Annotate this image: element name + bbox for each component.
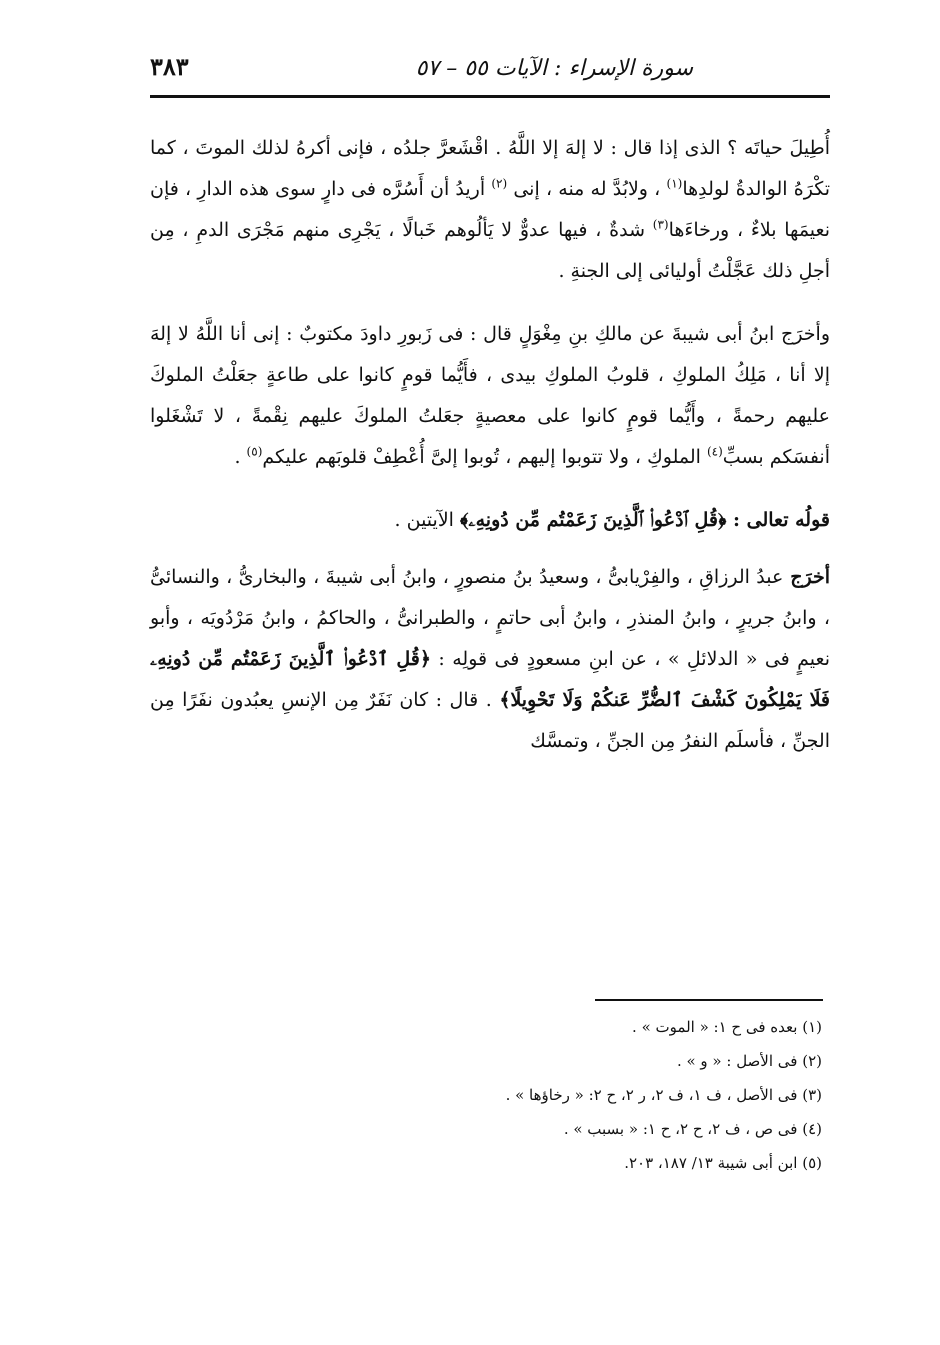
footnote: (٥) ابن أبى شيبة ١٣/ ١٨٧، ٢٠٣. [624,1154,822,1172]
paragraph [150,128,830,292]
header-divider [150,95,830,98]
main-text [150,128,830,784]
footnote: (٣) فى الأصل ، ف ١، ف ٢، ر ٢، ح ٢: « رخاؤها » . [505,1086,822,1104]
text-run: شدةٌ ، فيها عدوٌّ لا يَألُوهم خَبالًا ، يَجْرِى منهم مَجْرَى الدمِ ، مِن أجلِ ذلك عَجَّلْتُ أوليائى إلى الجنةِ . [150,219,830,282]
footnote: (٢) فى الأصل : « و » . [676,1052,822,1070]
paragraph [150,557,830,762]
running-title: سورة الإسراء : الآيات ٥٥ – ٥٧ [415,56,694,81]
footnote: (٤) فى ص ، ف ٢، ح ٢، ح ١: « بسبب » . [563,1120,822,1138]
lead-phrase: قولُه تعالى : [726,509,830,531]
quran-quote: ﴿قُلِ ٱدْعُوا۟ ٱلَّذِينَ زَعَمْتُم مِّن دُونِهِۦ﴾ [459,509,727,531]
text-run: عبدُ الرزاقِ ، والفِرْيابىُّ ، وسعيدُ بنُ منصورٍ ، وابنُ أبى شيبةَ ، والبخارىُّ ، والنسائىُّ ، وابنُ جريرٍ ، وابنُ المنذرِ ، وابنُ أبى حاتمٍ ، والطبرانىُّ ، والحاكمُ ، وابنُ مَرْدُويَه ، وأبو نعيمٍ فى « الدلائلِ » ، عن ابنِ مسعودٍ فى قولِه : [150,566,830,670]
text-run: الملوكِ ، ولا تتوبوا إليهم ، تُوبوا إلىَّ أُعْطِفْ قلوبَهم عليكم [262,446,707,468]
text-run: . [234,446,247,468]
text-run: . قال : كان نَفَرٌ مِن الإنسِ يعبُدون نفَرًا مِن الجنِّ ، فأسلَم النفرُ مِن الجنِّ ، وتمسَّك [150,689,830,752]
text-run: أريدُ أن أَسُرَّه فى دارٍ سوى هذه الدارِ ، فإن نعيمَها بلاءٌ ، ورخاءَها [150,178,830,241]
footnote-marker: (٤) [706,444,723,459]
footnote-divider [595,999,823,1001]
quran-quote: ﴿قُلِ ٱدْعُوا۟ ٱلَّذِينَ زَعَمْتُم مِّن دُونِهِۦ فَلَا يَمْلِكُونَ كَشْفَ ٱلضُّرِّ عَنكُمْ وَلَا تَحْوِيلًا﴾ [150,648,830,711]
paragraph [150,314,830,478]
page-number: ٣٨٣ [150,52,189,81]
footnote-marker: (٢) [491,176,508,191]
verse-heading [150,500,830,541]
text-run: أُطِيلَ حياتَه ؟ الذى إذا قال : لا إلهَ إلا اللَّهُ . اقْشَعرَّ جلدُه ، فإنى أكرهُ لذلك الموتَ ، كما تكْرَهُ الوالدةُ لولدِها [150,137,830,200]
footnotes [300,1010,822,1180]
footnote-marker: (١) [666,176,683,191]
text-run: ، ولابُدَّ له منه ، إنى [507,178,667,200]
lead-phrase: أخرَج [783,566,831,588]
footnote-marker: (٥) [246,444,263,459]
text-run: وأخرَج ابنُ أبى شيبةَ عن مالكِ بنِ مِغْوَلٍ قال : فى زَبورِ داودَ مكتوبٌ : إنى أنا اللَّهُ لا إلهَ إلا أنا ، مَلِكُ الملوكِ ، قلوبُ الملوكِ بيدى ، فأَيُّما قومٍ كانوا على طاعةٍ جعَلْتُ الملوكَ عليهم رحمةً ، وأَيُّما قومٍ كانوا على معصيةٍ جعَلتُ الملوكَ عليهم نِقْمةً ، لا تَشْغَلوا أنفسَكم بسبِّ [150,323,830,468]
page-header [150,52,830,92]
text-run: الآيتين . [394,509,460,531]
footnote-marker: (٣) [652,217,669,232]
footnote: (١) بعده فى ح ١: « الموت » . [632,1018,822,1036]
